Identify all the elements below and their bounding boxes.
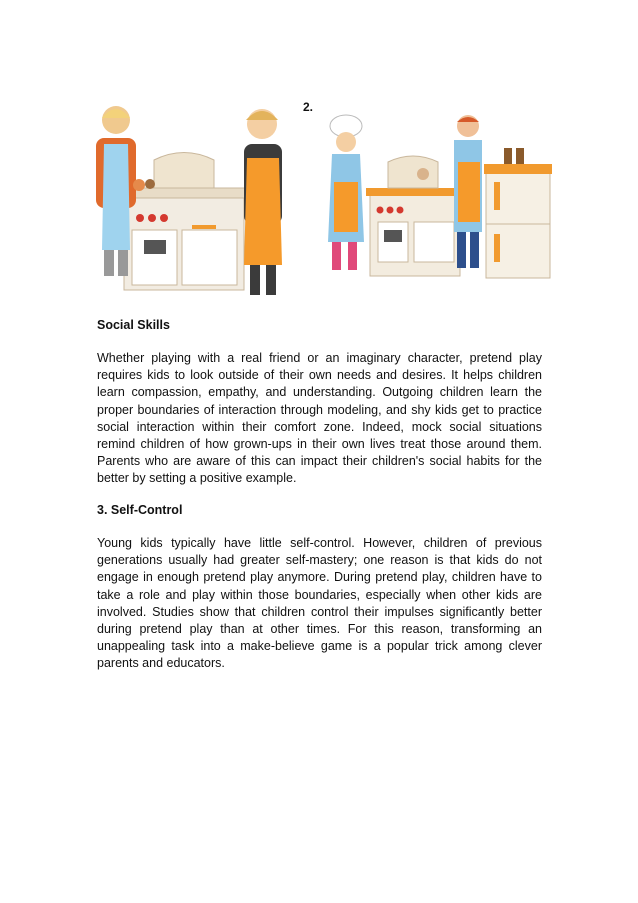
self-control-paragraph: Young kids typically have little self-control. However, children of previous generations usually had greater self-mastery; one reason is that kids do not engage in enough pretend play anymore. During pretend play, children have to take a role and play within those boundaries, especially when other kids are involved. Studies show that children control their impulses significantly better during pretend play than at other times. For this reason, transforming an unappealing task into a make-believe game is a popular trick among clever parents and educators. [97, 536, 542, 671]
section-heading-social-skills: Social Skills [97, 318, 170, 332]
kids-chef-kitchen-fridge-photo [318, 112, 556, 280]
section-heading-self-control: 3. Self-Control [97, 503, 183, 517]
social-skills-paragraph: Whether playing with a real friend or an imaginary character, pretend play requires kids to look outside of their own needs and desires. It helps children learn compassion, empathy, and understanding. Outgoing children learn the proper boundaries of interaction through modeling, and shy kids get to practice social interaction within their comfort zone. Indeed, mock social situations remind children of how grown-ups in their own lives treat those around them. Parents who are aware of this can impact their children's social habits for the better by setting a positive example. [97, 351, 542, 486]
section-number-label: 2. [303, 100, 314, 114]
kids-play-kitchen-photo [84, 100, 294, 305]
